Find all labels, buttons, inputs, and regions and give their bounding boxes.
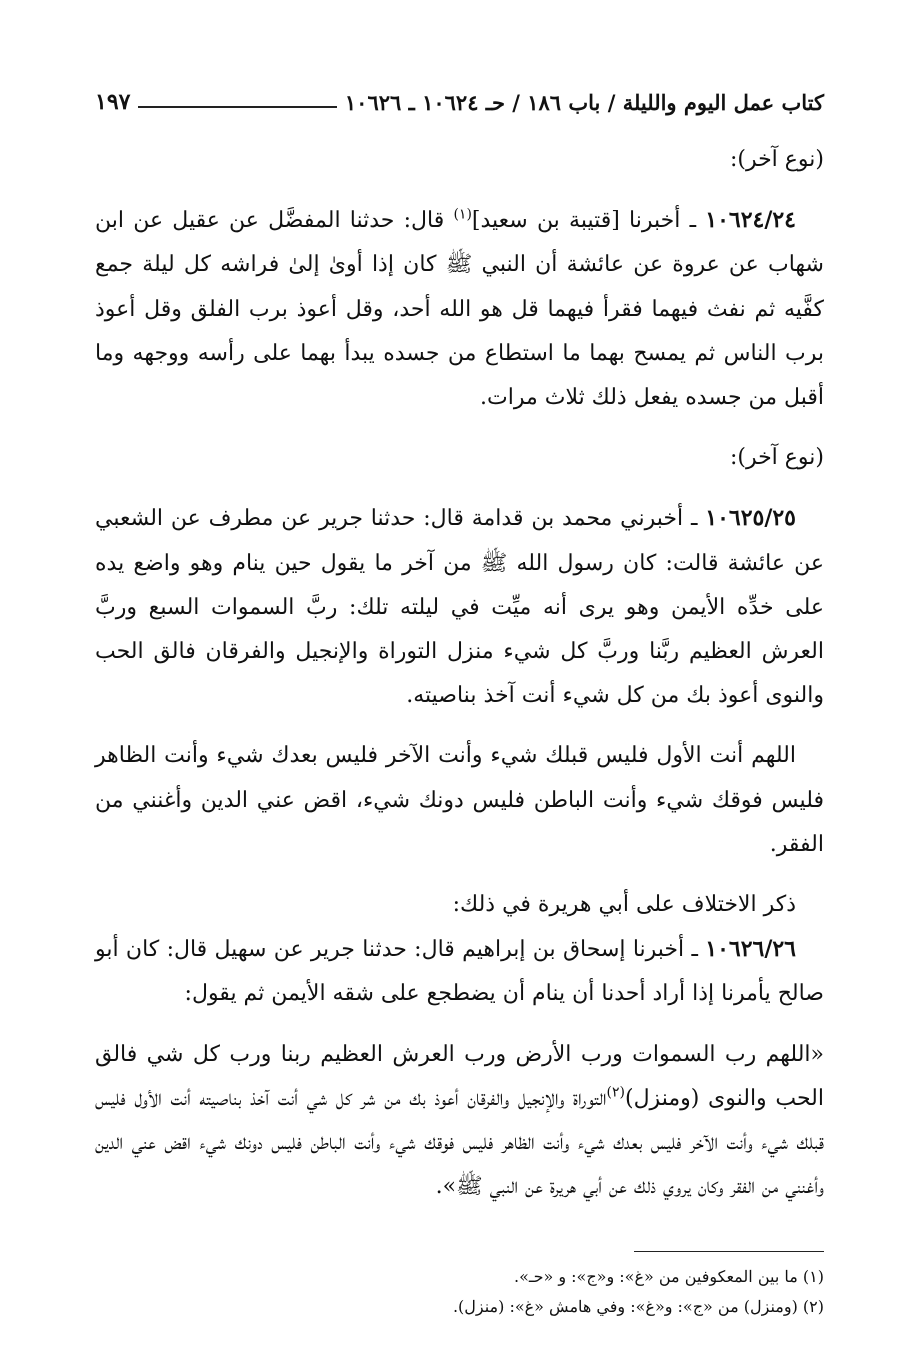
hadith-text: قال: حدثنا المفضَّل عن عقيل عن ابن شهاب عن عروة عن عائشة أن النبي ﷺ كان إذا أوىٰ إلىٰ فراشه كل ليلة جمع كفَّيه ثم نفث فيهما فقرأ فيهما قل هو الله أحد، وقل أعوذ برب الفلق وقل أعوذ برب الناس ثم يمسح بهما ما استطاع من جسده يبدأ بهما على رأسه ووجهه وما أقبل من جسده يفعل ذلك ثلاث مرات.: [95, 208, 824, 411]
footnote-ref-2: (٢): [606, 1084, 625, 1101]
quote-text: «اللهم رب السموات ورب الأرض ورب العرش العظيم ربنا ورب كل شي فالق الحب والنوى (ومنزل): [95, 1041, 824, 1111]
main-text: [95, 138, 824, 1209]
header-title: كتاب عمل اليوم والليلة / باب ١٨٦ / حـ ١٠٦٢٤ ـ ١٠٦٢٦: [344, 89, 824, 115]
quote-text: التوراة والإنجيل والفرقان أعوذ بك من شر كل شي أنت آخذ بناصيته أنت الأول فليس قبلك شيء وأنت الآخر فليس بعدك شيء وأنت الظاهر فليس فوقك شيء وأنت الباطن فليس دونك شيء اقض عني الدين وأغنني من الفقر وكان يروي ذلك عن أبي هريرة عن النبي ﷺ».: [95, 1085, 824, 1200]
supplication-paragraph: اللهم أنت الأول فليس قبلك شيء وأنت الآخر فليس بعدك شيء وأنت الظاهر فليس فوقك شيء وأنت الباطن فليس دونك شيء، اقض عني الدين وأغنني من الفقر.: [95, 743, 824, 857]
quoted-supplication: [95, 1033, 824, 1210]
hadith-10625: [95, 496, 824, 718]
section-heading-other-type-2: (نوع آخر):: [729, 445, 824, 471]
hadith-10626: [95, 927, 824, 1016]
footnotes: [95, 1262, 824, 1322]
header-rule: [138, 106, 336, 108]
hadith-text: ـ أخبرنا إسحاق بن إبراهيم قال: حدثنا جرير عن سهيل قال: كان أبو صالح يأمرنا إذا أراد أحدنا أن ينام أن يضطجع على شقه الأيمن ثم يقول:: [95, 937, 824, 1007]
hadith-number: ١٠٦٢٦/٢٦: [705, 936, 796, 963]
section-heading-abu-hurayra: ذكر الاختلاف على أبي هريرة في ذلك:: [452, 892, 796, 918]
running-header: [95, 84, 824, 120]
hadith-10624: [95, 198, 824, 420]
hadith-number: ١٠٦٢٥/٢٥: [705, 505, 796, 532]
footnote-1: (١) ما بين المعكوفين من «غ»: و«ج»: و «حـ».: [514, 1267, 824, 1286]
footnote-2: (٢) (ومنزل) من «ج»: و«غ»: وفي هامش «غ»: (منزل).: [452, 1297, 824, 1316]
footnote-ref-1: (١): [453, 206, 472, 223]
page-number: ١٩٧: [95, 89, 131, 115]
footnote-rule: [634, 1251, 824, 1252]
section-heading-other-type-1: (نوع آخر):: [729, 147, 824, 172]
hadith-text: ـ أخبرني محمد بن قدامة قال: حدثنا جرير عن مطرف عن الشعبي عن عائشة قالت: كان رسول الله ﷺ من آخر ما يقول حين ينام وهو واضع يده على خدِّه الأيمن وهو يرى أنه ميِّت في ليلته تلك: ربَّ السموات السبع وربَّ العرش العظيم ربَّنا وربَّ كل شيء منزل التوراة والإنجيل والفرقان فالق الحب والنوى أعوذ بك من كل شيء أنت آخذ بناصيته.: [95, 506, 824, 709]
hadith-text: ـ أخبرنا [قتيبة بن سعيد]: [471, 208, 706, 234]
hadith-number: ١٠٦٢٤/٢٤: [705, 207, 796, 234]
